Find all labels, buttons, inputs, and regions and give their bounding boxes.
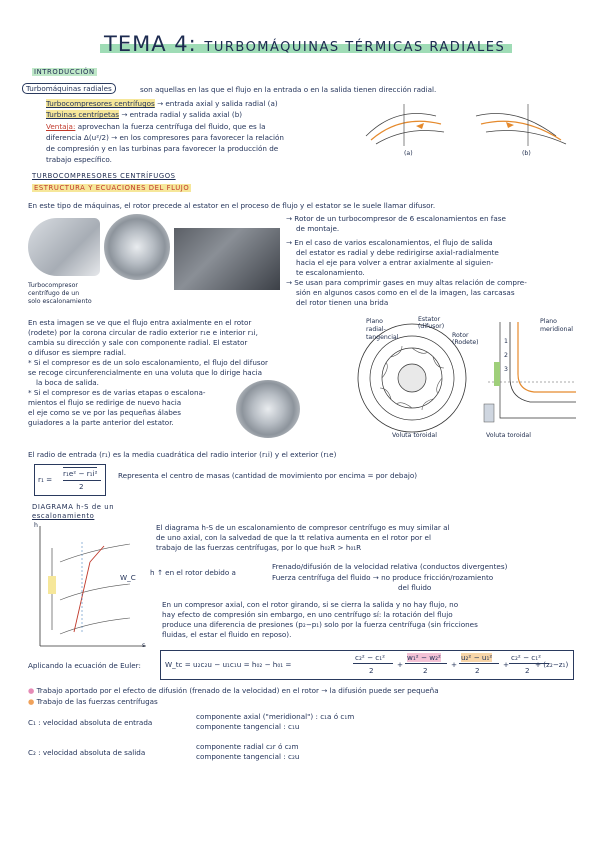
diagram-voluta: Voluta toroidal: [392, 432, 437, 439]
c2-label: C₂ : velocidad absoluta de salida: [28, 748, 146, 757]
intro-term: Turbomáquinas radiales: [22, 83, 116, 94]
rotor-note-6: te escalonamiento.: [296, 268, 365, 277]
c1-label: C₁ : velocidad absoluta de entrada: [28, 718, 153, 727]
rotor-note-3: → En el caso de varios escalonamientos, el flujo de salida: [286, 238, 493, 247]
radius-formula: r₁ = r₁e² − r₁i² 2: [34, 464, 106, 496]
hs-axis-h: h: [34, 522, 38, 529]
flow-text-7: la boca de salida.: [36, 378, 99, 387]
hs-heading-1: DIAGRAMA h-S de un: [32, 503, 115, 511]
meridional-voluta: Voluta toroidal: [486, 432, 531, 439]
photo-caption-2: centrífugo de un: [28, 290, 80, 297]
rotor-note-7: → Se usan para comprimir gases en muy altas relación de compre-: [286, 278, 527, 287]
meridional-diagram: [480, 318, 576, 430]
rotor-note-1: → Rotor de un turbocompresor de 6 escalonamientos en fase: [286, 214, 506, 223]
fig-a-label: (a): [404, 150, 413, 157]
euler-bullet-1: ● Trabajo aportado por el efecto de difusión (frenado de la velocidad) en el rotor → la difusión puede ser pequeña: [28, 686, 439, 695]
section2-intro: En este tipo de máquinas, el rotor precede al estator en el proceso de flujo y el estator se le suele llamar difusor.: [28, 201, 436, 210]
intro-bullet-2: Turbinas centrípetas → entrada radial y salida axial (b): [46, 110, 243, 119]
intro-advantage-l2: diferencia Δ(u²/2) → en los compresores para favorecer la relación: [46, 133, 284, 142]
hs-key-1: Frenado/difusión de la velocidad relativa (conductos divergentes): [272, 562, 508, 571]
diagram-difusor: (difusor): [418, 323, 445, 330]
diagram-plano-1: Plano: [366, 318, 383, 325]
hs-text-2: de uno axial, con la salvedad de que la tt relativa aumenta en el rotor por el: [156, 533, 431, 542]
hs-key-2: Fuerza centrífuga del fluido → no produce fricción/rozamiento: [272, 573, 494, 582]
hs-wc-label: W_C: [120, 573, 136, 582]
hs-text-3: trabajo de las fuerzas centrífugas, por lo que h₀₂R > h₀₁R: [156, 543, 362, 552]
euler-formula: W_tc = u₂c₂u − u₁c₁u = h₀₂ − h₀₁ = c₂² − c₁² 2 + w₁² − w₂² 2 + u₂² − u₁² 2 + c₂² − c₁² 2 + (z₂−z₁): [160, 650, 574, 680]
title-rest: TURBOMÁQUINAS TÉRMICAS RADIALES: [204, 40, 506, 55]
photo-caption-3: solo escalonamiento: [28, 298, 92, 305]
radius-meaning: Representa el centro de masas (cantidad de movimiento por encima = por debajo): [118, 471, 418, 480]
impeller-photo: [104, 214, 170, 280]
hs-axial-text-3: produce una diferencia de presiones (p₂−p₁) solo por la fuerza centrífuga (sin fricciones: [162, 620, 478, 629]
intro-advantage-l4: trabajo específico.: [46, 155, 112, 164]
meridional-station-1: 1: [504, 338, 508, 345]
title-main: TEMA 4:: [104, 32, 197, 56]
hs-axial-text-2: hay efecto de compresión sin embargo, en uno centrífugo sí: la rotación del flujo: [162, 610, 453, 619]
flow-text-5: * Si el compresor es de un solo escalonamiento, el flujo del difusor: [28, 358, 268, 367]
diagram-estator: Estator: [418, 316, 441, 323]
intro-advantage-l3: de compresión y en las turbinas para favorecer la producción de: [46, 144, 279, 153]
hs-text-1: El diagrama h-S de un escalonamiento de compresor centrífugo es muy similar al: [156, 523, 450, 532]
diagram-plano-2: radial-: [366, 326, 386, 333]
intro-figures: [356, 96, 576, 154]
flow-text-2: (rodete) por la corona circular de radio exterior r₁e e interior r₁i,: [28, 328, 258, 337]
flow-text-1: En esta imagen se ve que el flujo entra axialmente en el rotor: [28, 318, 252, 327]
section2-subheading: ESTRUCTURA Y ECUACIONES DEL FLUJO: [34, 184, 190, 192]
hs-key-lead: h ↑ en el rotor debido a: [150, 568, 236, 577]
diagram-rodete: (Rodete): [452, 339, 479, 346]
hs-axial-text-1: En un compresor axial, con el rotor girando, si se cierra la salida y no hay flujo, no: [162, 600, 459, 609]
intro-bullet-1: Turbocompresores centrífugos → entrada axial y salida radial (a): [46, 99, 278, 108]
meridional-label-1: Plano: [540, 318, 557, 325]
hs-axis-s: s: [142, 642, 146, 649]
photo-caption-1: Turbocompresor: [28, 282, 78, 289]
diagram-rotor: Rotor: [452, 332, 469, 339]
rotor-note-9: del rotor tienen una brida: [296, 298, 389, 307]
flow-text-9: mientos el flujo se redirige de nuevo hacia: [28, 398, 182, 407]
c1-axial: componente axial ("meridional") : c₁a ó c₁m: [196, 712, 355, 721]
flow-text-6: se recoge circunferencialmente en una voluta que lo dirige hacia: [28, 368, 263, 377]
flow-text-4: o difusor es siempre radial.: [28, 348, 126, 357]
intro-heading: INTRODUCCIÓN: [34, 68, 95, 76]
rotor-note-5: hacia el eje para volver a entrar axialmente al siguien-: [296, 258, 494, 267]
rotor-note-2: de montaje.: [296, 224, 340, 233]
euler-lead: Aplicando la ecuación de Euler:: [28, 661, 141, 670]
meridional-label-2: meridional: [540, 326, 573, 333]
hs-key-3: del fluido: [398, 583, 432, 592]
multistage-rotor-photo: [174, 228, 280, 290]
hs-diagram: [30, 522, 148, 650]
hs-heading-2: escalonamiento: [32, 512, 95, 520]
intro-advantage: Ventaja: aprovechan la fuerza centrífuga del fluido, que es la: [46, 122, 266, 131]
hs-axial-text-4: fluidas, el estar el fluido en reposo).: [162, 630, 292, 639]
section2-heading: TURBOCOMPRESORES CENTRÍFUGOS: [32, 172, 176, 180]
rotor-note-4: del estator es radial y debe redirigirse axial-radialmente: [296, 248, 499, 257]
rotor-note-8: sión en algunos casos como en el de la imagen, las carcasas: [296, 288, 515, 297]
fig-b-label: (b): [522, 150, 531, 157]
euler-bullet-2: ● Trabajo de las fuerzas centrífugas: [28, 697, 158, 706]
flow-text-8: * Si el compresor es de varias etapas o escalona-: [28, 388, 206, 397]
c2-radial: componente radial c₂r ó c₂m: [196, 742, 299, 751]
meridional-station-3: 3: [504, 366, 508, 373]
diagram-plano-3: tangencial: [366, 334, 399, 341]
c1-tangential: componente tangencial : c₁u: [196, 722, 300, 731]
intro-definition: son aquellas en las que el flujo en la entrada o en la salida tienen dirección radial.: [140, 85, 437, 94]
flow-text-3: cambia su dirección y sale con componente radial. El estator: [28, 338, 248, 347]
guide-vanes-photo: [236, 380, 300, 438]
meridional-station-2: 2: [504, 352, 508, 359]
compressor-photo: [28, 218, 100, 276]
page-title: [104, 32, 505, 56]
radius-line: El radio de entrada (r₁) es la media cuadrática del radio interior (r₁i) y el exterior (r₁e): [28, 450, 337, 459]
c2-tangential: componente tangencial : c₂u: [196, 752, 300, 761]
flow-text-10: el eje como se ve por las pequeñas álabes: [28, 408, 181, 417]
flow-text-11: guiadores a la parte anterior del estator.: [28, 418, 174, 427]
